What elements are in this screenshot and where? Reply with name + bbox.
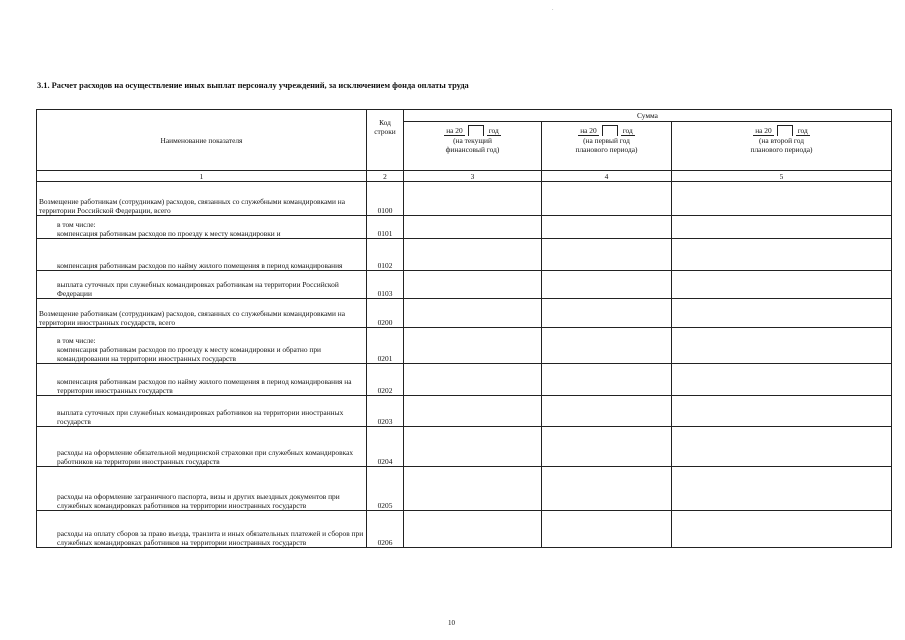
table-row [37, 511, 892, 548]
value-cell-second[interactable] [672, 299, 892, 328]
column-number: 5 [672, 171, 892, 182]
year-caption-1: (на первый год [583, 136, 630, 145]
value-cell-current[interactable] [404, 328, 542, 364]
value-cell-first[interactable] [542, 511, 672, 548]
header-year-current [404, 122, 542, 171]
row-code: 0101 [367, 216, 404, 239]
value-cell-first[interactable] [542, 182, 672, 216]
row-name: расходы на оформление обязательной медицинской страховки при служебных командировках работников на территории иностранных государств [37, 427, 367, 467]
column-number: 1 [37, 171, 367, 182]
value-cell-current[interactable] [404, 299, 542, 328]
value-cell-first[interactable] [542, 364, 672, 396]
column-number: 2 [367, 171, 404, 182]
header-year-first-plan [542, 122, 672, 171]
row-code: 0204 [367, 427, 404, 467]
row-name: компенсация работникам расходов по найму жилого помещения в период командирования [37, 239, 367, 271]
value-cell-current[interactable] [404, 511, 542, 548]
value-cell-second[interactable] [672, 511, 892, 548]
row-name [37, 328, 367, 364]
value-cell-first[interactable] [542, 216, 672, 239]
row-code: 0201 [367, 328, 404, 364]
table-row [37, 328, 892, 364]
expense-table [36, 109, 892, 548]
row-code: 0102 [367, 239, 404, 271]
header-code-column: Код строки [367, 110, 404, 171]
row-name: Возмещение работникам (сотрудникам) расходов, связанных со служебными командировками на территории иностранных государств, всего [37, 299, 367, 328]
section-title: 3.1. Расчет расходов на осуществление иных выплат персоналу учреждений, за исключением фонда оплаты труда [37, 81, 469, 90]
year-prefix: на 20 [580, 126, 597, 135]
value-cell-second[interactable] [672, 364, 892, 396]
value-cell-second[interactable] [672, 396, 892, 427]
value-cell-second[interactable] [672, 467, 892, 511]
table-row [37, 182, 892, 216]
table-row [37, 239, 892, 271]
row-name: расходы на оформление заграничного паспорта, визы и других выездных документов при служебных командировках работников на территории иностранных государств [37, 467, 367, 511]
year-suffix: год [622, 126, 633, 135]
value-cell-current[interactable] [404, 239, 542, 271]
value-cell-current[interactable] [404, 396, 542, 427]
value-cell-current[interactable] [404, 467, 542, 511]
header-sum: Сумма [404, 110, 892, 122]
value-cell-first[interactable] [542, 271, 672, 299]
value-cell-first[interactable] [542, 427, 672, 467]
value-cell-second[interactable] [672, 216, 892, 239]
year-caption-1: (на второй год [759, 136, 804, 145]
year-prefix: на 20 [755, 126, 772, 135]
value-cell-current[interactable] [404, 427, 542, 467]
value-cell-first[interactable] [542, 239, 672, 271]
row-name-text: компенсация работникам расходов по проезду к месту командировки и [57, 229, 281, 238]
row-name: расходы на оплату сборов за право въезда, транзита и иных обязательных платежей и сборов при служебных командировках работников на территории иностранных государств [37, 511, 367, 548]
year-input-box [777, 125, 793, 136]
column-numbers-row [37, 171, 892, 182]
year-caption-1: (на текущий [453, 136, 492, 145]
page-number: 10 [448, 619, 455, 627]
year-suffix: год [797, 126, 808, 135]
value-cell-second[interactable] [672, 328, 892, 364]
row-code: 0103 [367, 271, 404, 299]
year-suffix: год [488, 126, 499, 135]
table-row [37, 467, 892, 511]
year-input-box [602, 125, 618, 136]
value-cell-first[interactable] [542, 467, 672, 511]
row-code: 0200 [367, 299, 404, 328]
year-prefix: на 20 [446, 126, 463, 135]
year-input-box [468, 125, 484, 136]
row-code: 0203 [367, 396, 404, 427]
value-cell-second[interactable] [672, 239, 892, 271]
value-cell-current[interactable] [404, 271, 542, 299]
year-caption-2: финансовый год) [445, 145, 500, 154]
row-prefix: в том числе: [57, 336, 96, 345]
value-cell-first[interactable] [542, 328, 672, 364]
table-row [37, 427, 892, 467]
row-name [37, 216, 367, 239]
row-name: компенсация работникам расходов по найму жилого помещения в период командирования на территории иностранных государств [37, 364, 367, 396]
value-cell-second[interactable] [672, 182, 892, 216]
table-row [37, 271, 892, 299]
year-caption-2: планового периода) [750, 145, 813, 154]
value-cell-first[interactable] [542, 299, 672, 328]
row-name-text: компенсация работникам расходов по проезду к месту командировки и обратно при командировании на территории иностранных государств [57, 345, 321, 363]
table-row [37, 396, 892, 427]
year-caption-2: планового периода) [575, 145, 638, 154]
row-prefix: в том числе: [57, 220, 96, 229]
row-name: выплата суточных при служебных командировках работников на территории иностранных государств [37, 396, 367, 427]
row-name: выплата суточных при служебных командировках работникам на территории Российской Федерации [37, 271, 367, 299]
column-number: 3 [404, 171, 542, 182]
value-cell-second[interactable] [672, 271, 892, 299]
value-cell-first[interactable] [542, 396, 672, 427]
scan-speck: . [552, 6, 554, 12]
row-name: Возмещение работникам (сотрудникам) расходов, связанных со служебными командировками на территории Российской Федерации, всего [37, 182, 367, 216]
row-code: 0100 [367, 182, 404, 216]
header-year-second-plan [672, 122, 892, 171]
row-code: 0206 [367, 511, 404, 548]
value-cell-current[interactable] [404, 364, 542, 396]
table-row [37, 364, 892, 396]
value-cell-current[interactable] [404, 182, 542, 216]
row-code: 0202 [367, 364, 404, 396]
value-cell-current[interactable] [404, 216, 542, 239]
column-number: 4 [542, 171, 672, 182]
table-row [37, 216, 892, 239]
row-code: 0205 [367, 467, 404, 511]
value-cell-second[interactable] [672, 427, 892, 467]
header-name-column: Наименование показателя [37, 110, 367, 171]
table-row [37, 299, 892, 328]
